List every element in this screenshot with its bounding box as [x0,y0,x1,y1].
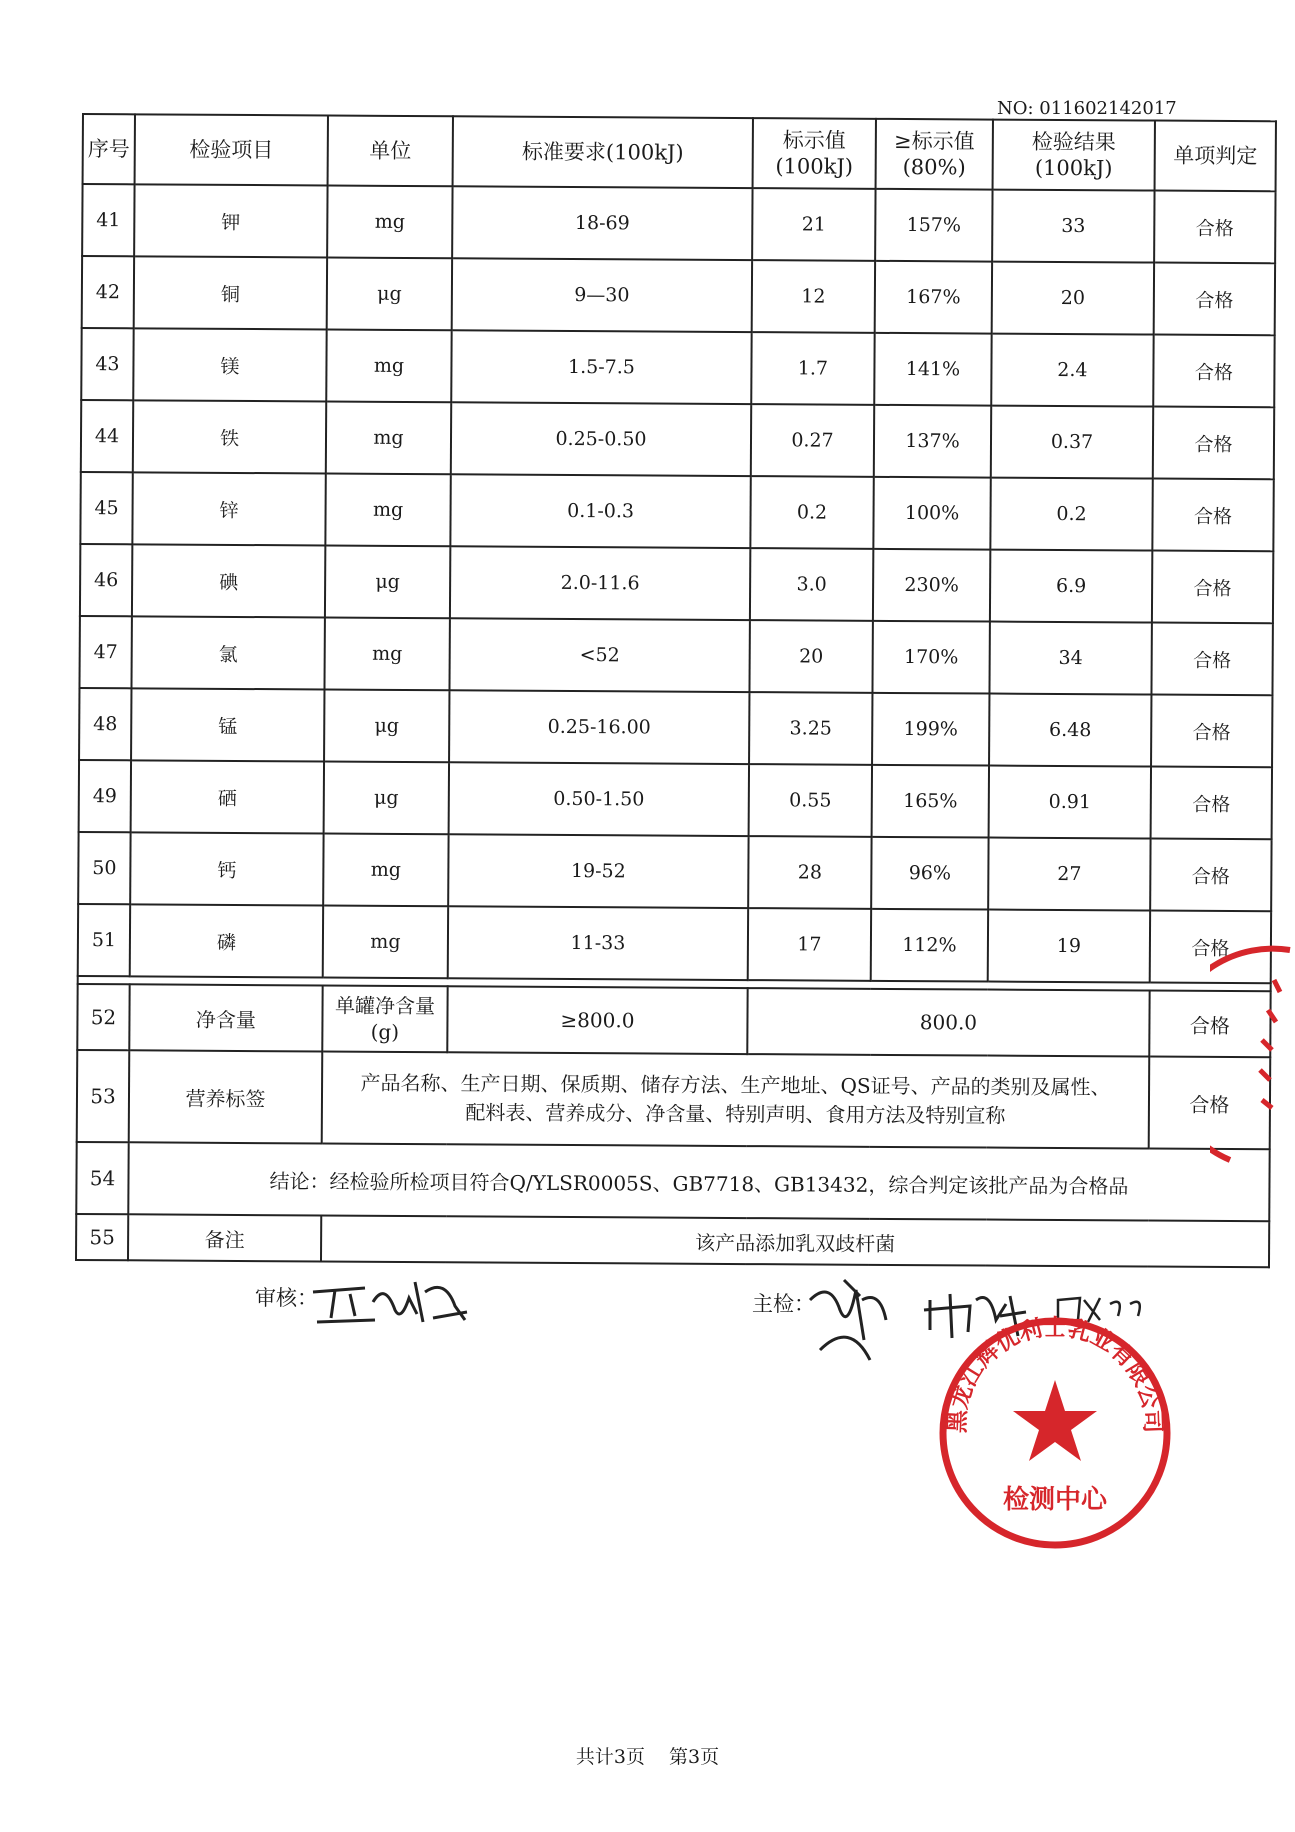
table-row-54 [76,1142,1269,1221]
cell-pct: 165% [872,765,989,838]
stamp-star-icon [1013,1380,1097,1461]
cell-result: 0.91 [989,766,1151,839]
row55-remark: 该产品添加乳双歧杆菌 [321,1215,1269,1267]
table-row [82,184,1275,263]
cell-seq: 48 [79,688,131,760]
cell-unit: μg [324,689,449,762]
cell-label: 0.2 [750,476,873,549]
table-row [81,400,1274,479]
cell-pct: 96% [871,837,988,910]
cell-pct: 157% [875,189,992,262]
table-row [79,688,1272,767]
cell-item: 铜 [134,256,327,329]
cell-pct: 100% [873,477,990,550]
cell-seq: 49 [79,760,131,832]
cell-seq: 47 [79,616,131,688]
cell-result: 2.4 [991,334,1153,407]
cell-unit: mg [327,186,452,259]
cell-standard: 19-52 [448,834,748,908]
footer-page-number: 第3页 [669,1746,720,1768]
row54-conclusion: 结论：经检验所检项目符合Q/YLSR0005S、GB7718、GB13432，综合判定该批产品为合格品 [128,1142,1269,1221]
cell-standard: 2.0-11.6 [450,546,750,620]
row55-item: 备注 [128,1214,321,1261]
row55-seq: 55 [76,1214,128,1260]
cell-pct: 112% [871,909,988,982]
cell-label: 3.25 [749,692,872,765]
header-judgement: 单项判定 [1155,121,1276,192]
table-row [78,832,1271,911]
inspection-table [75,113,1277,1268]
row52-standard: ≥800.0 [447,986,747,1054]
header-result: 检验结果 (100kJ) [993,120,1155,191]
cell-judgement: 合格 [1150,839,1271,912]
cell-judgement: 合格 [1151,623,1272,696]
row52-unit: 单罐净含量 (g) [322,985,447,1052]
cell-item: 磷 [130,904,323,977]
cell-judgement: 合格 [1151,767,1272,840]
cell-standard: 0.50-1.50 [449,762,749,836]
cell-item: 铁 [133,400,326,473]
cell-pct: 170% [872,621,989,694]
cell-seq: 43 [81,328,133,400]
cell-label: 17 [748,908,871,981]
cell-label: 28 [748,836,871,909]
cell-label: 0.55 [749,764,872,837]
table-row-53 [77,1050,1271,1149]
cell-item: 钙 [130,832,323,905]
cell-judgement: 合格 [1150,911,1271,984]
row52-item: 净含量 [129,984,322,1051]
row52-seq: 52 [77,984,129,1050]
cell-result: 33 [992,190,1154,263]
cell-result: 6.48 [989,694,1151,767]
cell-seq: 51 [78,904,130,976]
cell-unit: μg [327,258,452,331]
reviewer-label: 审核： [255,1286,318,1310]
cell-item: 镁 [133,328,326,401]
cell-judgement: 合格 [1152,479,1273,552]
cell-standard: 0.1-0.3 [450,474,750,548]
cell-seq: 46 [80,544,132,616]
cell-seq: 50 [78,832,130,904]
table-row [79,616,1272,695]
cell-pct: 230% [873,549,990,622]
table-row [78,904,1271,983]
footer-total-pages: 共计3页 [575,1746,645,1768]
cell-judgement: 合格 [1152,551,1273,624]
header-unit: 单位 [328,116,453,187]
table-row-52 [77,984,1270,1057]
reviewer-signature [305,1262,475,1332]
cell-judgement: 合格 [1153,407,1274,480]
cell-result: 0.2 [990,478,1152,551]
page-footer [0,1742,1295,1769]
inspector-label: 主检： [752,1292,815,1316]
row52-result: 800.0 [747,988,1149,1056]
row52-judgement: 合格 [1149,991,1270,1058]
row53-item: 营养标签 [129,1050,323,1143]
cell-result: 0.37 [991,406,1153,479]
cell-unit: mg [323,833,448,906]
cell-result: 6.9 [990,550,1152,623]
cell-seq: 44 [81,400,133,472]
cell-item: 锰 [131,688,324,761]
cell-label: 0.27 [751,404,874,477]
cell-pct: 199% [872,693,989,766]
cell-seq: 41 [82,184,134,256]
cell-result: 34 [989,622,1151,695]
cell-standard: 1.5-7.5 [451,330,751,404]
cell-unit: μg [325,545,450,618]
cell-label: 20 [749,620,872,693]
cell-unit: mg [326,329,451,402]
cell-standard: 0.25-0.50 [451,402,751,476]
cell-standard: 18-69 [452,186,752,260]
cell-result: 20 [992,262,1154,335]
cell-seq: 42 [82,256,134,328]
row53-text: 产品名称、生产日期、保质期、储存方法、生产地址、QS证号、产品的类别及属性、 配料表、营养成分、净含量、特别声明、食用方法及特别宣称 [322,1051,1150,1148]
cell-standard: <52 [449,618,749,692]
table-row [81,328,1274,407]
table-row [79,760,1272,839]
cell-pct: 167% [875,261,992,334]
stamp-bottom-text: 检测中心 [1002,1485,1108,1515]
row53-seq: 53 [77,1050,130,1142]
header-standard: 标准要求(100kJ) [453,116,753,188]
header-label-value: 标示值 (100kJ) [753,118,876,189]
table-row [80,544,1273,623]
cell-label: 21 [752,188,875,261]
cell-judgement: 合格 [1153,335,1274,408]
header-item: 检验项目 [135,114,328,185]
cell-standard: 11-33 [448,906,748,980]
cell-standard: 0.25-16.00 [449,690,749,764]
cell-judgement: 合格 [1154,263,1275,336]
cell-label: 3.0 [750,548,873,621]
header-seq: 序号 [83,114,135,184]
cell-pct: 141% [874,333,991,406]
cell-label: 12 [752,260,875,333]
cell-unit: mg [326,401,451,474]
cell-unit: mg [324,617,449,690]
table-row [82,256,1275,335]
cell-item: 钾 [134,184,327,257]
table-header-row [83,114,1276,191]
cell-unit: mg [325,473,450,546]
cell-item: 碘 [132,544,325,617]
cell-seq: 45 [80,472,132,544]
row54-seq: 54 [76,1142,128,1214]
cell-label: 1.7 [751,332,874,405]
cell-judgement: 合格 [1151,695,1272,768]
cell-item: 硒 [131,760,324,833]
table-row [80,472,1273,551]
header-pct-label: ≥标示值 (80%) [876,119,993,190]
cell-item: 锌 [132,472,325,545]
company-stamp [930,1308,1180,1558]
cell-judgement: 合格 [1154,191,1275,264]
cell-unit: mg [323,905,448,978]
cell-unit: μg [324,761,449,834]
cell-result: 19 [988,910,1150,983]
report-number: NO: 011602142017 [997,98,1177,119]
cell-standard: 9—30 [452,258,752,332]
row53-judgement: 合格 [1149,1057,1271,1150]
cell-pct: 137% [874,405,991,478]
cell-item: 氯 [131,616,324,689]
cell-result: 27 [988,838,1150,911]
partial-stamp-edge [1210,940,1295,1180]
stamp-top-text: 黑龙江辉优利士乳业有限公司 [944,1314,1166,1434]
